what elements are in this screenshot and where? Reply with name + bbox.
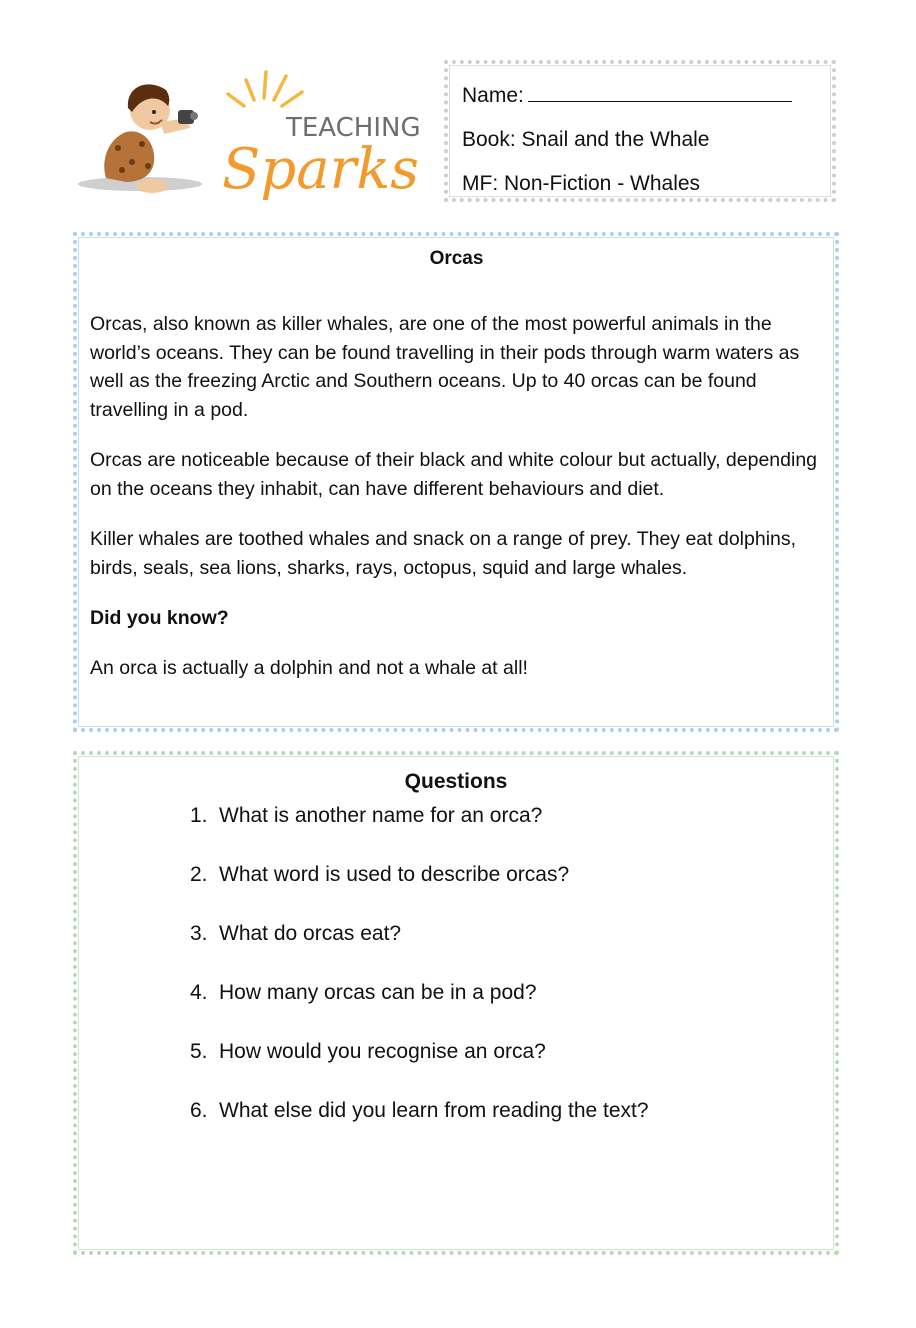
paragraph: Killer whales are toothed whales and snack on a range of prey. They eat dolphins, birds, seals, sea lions, sharks, rays, octopus, squid and large whales.	[90, 528, 797, 579]
question-item	[89, 1096, 823, 1155]
sun-rays-icon	[228, 72, 302, 106]
question-number: 4.	[190, 981, 208, 1004]
question-text: What is another name for an orca?	[219, 804, 543, 827]
question-text: What do orcas eat?	[219, 922, 402, 945]
name-write-line[interactable]	[528, 83, 792, 102]
name-label: Name:	[462, 84, 524, 107]
paragraph: Orcas, also known as killer whales, are one of the most powerful animals in the world’s oceans. They can be found travelling in their pods through warm waters as well as the freezing Arctic and Southern oceans. Up to 40 orcas can be found travelling in a pod.	[90, 313, 800, 421]
question-item	[89, 801, 823, 860]
question-item	[89, 860, 823, 919]
teaching-sparks-logo	[70, 62, 430, 212]
name-line	[462, 74, 832, 118]
paragraph: Orcas are noticeable because of their black and white colour but actually, depending on the oceans they inhabit, can have different behaviours and diet.	[90, 449, 818, 500]
questions-box	[73, 751, 839, 1255]
question-text: What word is used to describe orcas?	[219, 863, 570, 886]
question-number: 6.	[190, 1099, 208, 1122]
question-number: 1.	[190, 804, 208, 827]
reading-text-box	[73, 232, 839, 732]
did-you-know-text: An orca is actually a dolphin and not a whale at all!	[90, 657, 528, 679]
question-text: How many orcas can be in a pod?	[219, 981, 537, 1004]
logo-line1: TEACHING	[286, 113, 421, 143]
question-text: How would you recognise an orca?	[219, 1040, 546, 1063]
question-item	[89, 978, 823, 1037]
question-number: 2.	[190, 863, 208, 886]
questions-list	[89, 801, 823, 1155]
question-item	[89, 1037, 823, 1096]
question-item	[89, 919, 823, 978]
mf-line: MF: Non-Fiction - Whales	[462, 172, 701, 195]
caveman-mascot-icon	[104, 84, 198, 193]
questions-title: Questions	[404, 770, 508, 793]
question-number: 3.	[190, 922, 208, 945]
student-info-box	[444, 60, 836, 202]
logo-line2: Sparks	[222, 137, 420, 202]
question-number: 5.	[190, 1040, 208, 1063]
logo-graphic	[70, 62, 430, 212]
text-title: Orcas	[429, 248, 484, 269]
book-line: Book: Snail and the Whale	[462, 128, 710, 151]
question-text: What else did you learn from reading the text?	[219, 1099, 649, 1122]
did-you-know-heading: Did you know?	[90, 607, 229, 629]
